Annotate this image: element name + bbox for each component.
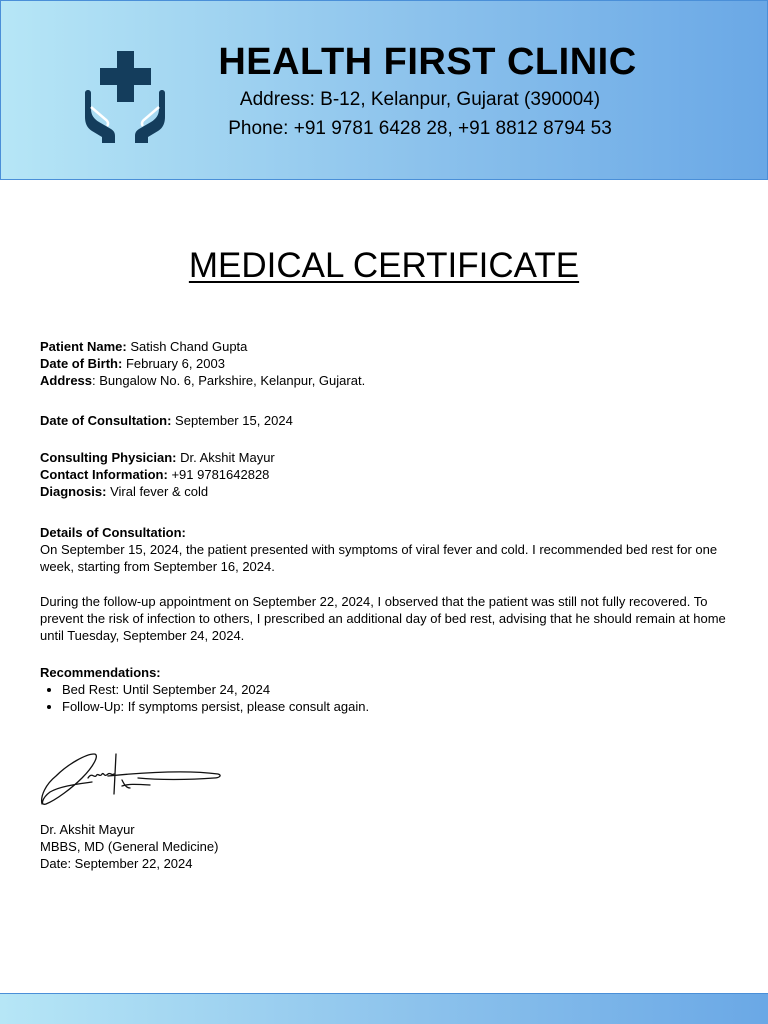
consultation-date-value: September 15, 2024 bbox=[171, 413, 293, 428]
consultation-details bbox=[40, 524, 732, 575]
physician-line bbox=[40, 449, 732, 466]
address-line bbox=[40, 372, 732, 389]
recommendation-item: • Bed Rest: Until September 24, 2024 bbox=[62, 681, 732, 698]
patient-name-line bbox=[40, 338, 732, 355]
physician-info bbox=[40, 449, 732, 500]
recommendation-item: • Follow-Up: If symptoms persist, please consult again. bbox=[62, 698, 732, 715]
contact-line bbox=[40, 466, 732, 483]
contact-value: +91 9781642828 bbox=[167, 467, 270, 482]
recommendations-list bbox=[40, 681, 732, 715]
document-title: MEDICAL CERTIFICATE bbox=[188, 246, 580, 285]
signer-name: Dr. Akshit Mayur bbox=[40, 822, 135, 837]
dob-line bbox=[40, 355, 732, 372]
address-label: Address bbox=[40, 373, 93, 388]
recommendations-heading: Recommendations: bbox=[40, 665, 161, 680]
signer-qualification: MBBS, MD (General Medicine) bbox=[40, 839, 219, 854]
diagnosis-label: Diagnosis: bbox=[40, 484, 107, 499]
details-heading: Details of Consultation: bbox=[40, 525, 186, 540]
details-paragraph-1: On September 15, 2024, the patient presented with symptoms of viral fever and cold. I recommended bed rest for one week, starting from September 16, 2024. bbox=[40, 542, 718, 574]
physician-label: Consulting Physician: bbox=[40, 450, 177, 465]
patient-name-value: Satish Chand Gupta bbox=[126, 339, 248, 354]
address-value: : Bungalow No. 6, Parkshire, Kelanpur, Gujarat. bbox=[92, 373, 366, 388]
details-paragraph-2: During the follow-up appointment on September 22, 2024, I observed that the patient was still not fully recovered. To prevent the risk of infection to others, I prescribed an additional day of bed rest, advising that he should remain at home until Tuesday, September 24, 2024. bbox=[40, 594, 726, 643]
diagnosis-line bbox=[40, 483, 732, 500]
physician-value: Dr. Akshit Mayur bbox=[176, 450, 275, 465]
signature-block bbox=[40, 821, 732, 872]
clinic-header bbox=[0, 0, 768, 180]
signature-date: Date: September 22, 2024 bbox=[40, 856, 193, 871]
doctor-signature bbox=[38, 748, 224, 810]
followup-details bbox=[40, 593, 732, 644]
patient-name-label: Patient Name: bbox=[40, 339, 127, 354]
footer-banner bbox=[0, 993, 768, 1024]
contact-label: Contact Information: bbox=[40, 467, 168, 482]
consultation-date bbox=[40, 412, 732, 429]
dob-value: February 6, 2003 bbox=[122, 356, 225, 371]
consultation-date-label: Date of Consultation: bbox=[40, 413, 172, 428]
clinic-address: Address: B-12, Kelanpur, Gujarat (390004) bbox=[239, 89, 601, 110]
consultation-date-line bbox=[40, 412, 732, 429]
patient-info bbox=[40, 338, 732, 389]
dob-label: Date of Birth: bbox=[40, 356, 123, 371]
diagnosis-value: Viral fever & cold bbox=[106, 484, 209, 499]
clinic-phone: Phone: +91 9781 6428 28, +91 8812 8794 53 bbox=[228, 118, 612, 139]
clinic-name: HEALTH FIRST CLINIC bbox=[218, 41, 637, 83]
recommendations bbox=[40, 664, 732, 715]
